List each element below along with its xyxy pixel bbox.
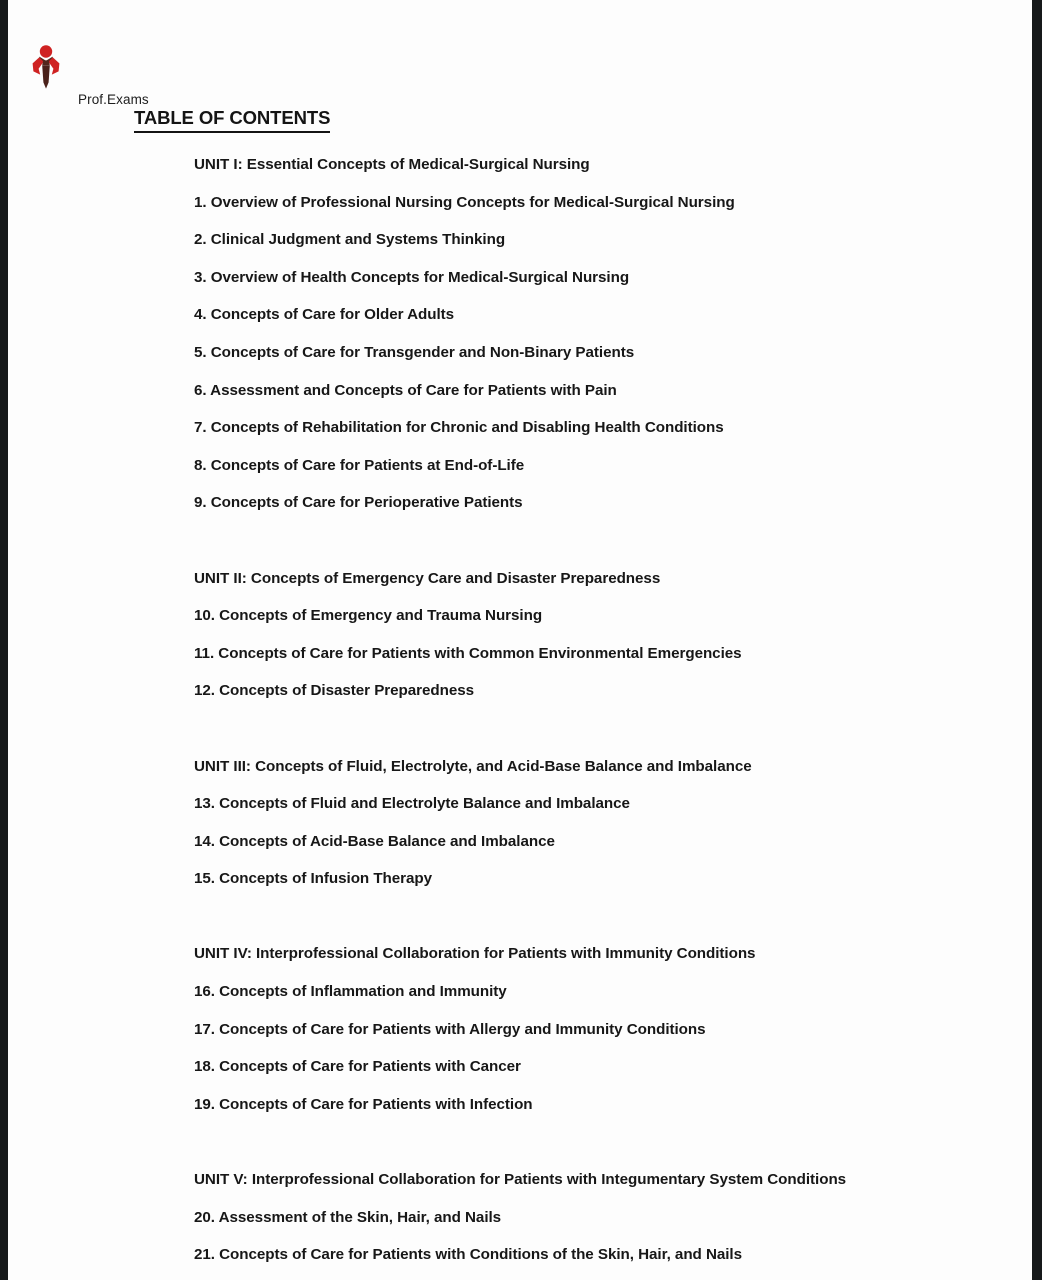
toc-entry-list xyxy=(134,146,874,1274)
table-of-contents xyxy=(134,106,874,1274)
toc-chapter-item: 7. Concepts of Rehabilitation for Chronic and Disabling Health Conditions xyxy=(194,419,724,437)
toc-chapter-item: 16. Concepts of Inflammation and Immunity xyxy=(194,983,507,1001)
toc-chapter-item: 4. Concepts of Care for Older Adults xyxy=(194,306,455,324)
toc-chapter-item: 6. Assessment and Concepts of Care for Patients with Pain xyxy=(194,381,617,399)
toc-chapter-item: 9. Concepts of Care for Perioperative Patients xyxy=(194,494,523,512)
toc-chapter-item: 18. Concepts of Care for Patients with Cancer xyxy=(194,1058,521,1076)
toc-unit-heading: UNIT IV: Interprofessional Collaboration for Patients with Immunity Conditions xyxy=(194,945,756,963)
toc-chapter-item: 13. Concepts of Fluid and Electrolyte Balance and Imbalance xyxy=(194,795,630,813)
toc-chapter-item: 3. Overview of Health Concepts for Medical-Surgical Nursing xyxy=(194,268,630,286)
toc-unit-heading: UNIT II: Concepts of Emergency Care and Disaster Preparedness xyxy=(194,569,661,587)
toc-chapter-item: 17. Concepts of Care for Patients with Allergy and Immunity Conditions xyxy=(194,1020,706,1038)
page-title: TABLE OF CONTENTS xyxy=(134,106,330,133)
toc-unit-heading: UNIT I: Essential Concepts of Medical-Surgical Nursing xyxy=(194,156,590,173)
toc-unit-heading: UNIT III: Concepts of Fluid, Electrolyte, and Acid-Base Balance and Imbalance xyxy=(194,757,752,775)
toc-chapter-item: 12. Concepts of Disaster Preparedness xyxy=(194,682,475,700)
page-surface xyxy=(8,0,1032,1280)
toc-chapter-item: 5. Concepts of Care for Transgender and Non-Binary Patients xyxy=(194,343,635,361)
brand-name: Prof.Exams xyxy=(78,92,149,107)
toc-chapter-item: 21. Concepts of Care for Patients with Conditions of the Skin, Hair, and Nails xyxy=(194,1246,742,1264)
toc-chapter-item: 19. Concepts of Care for Patients with Infection xyxy=(194,1095,533,1113)
toc-chapter-item: 11. Concepts of Care for Patients with Common Environmental Emergencies xyxy=(194,644,742,662)
toc-chapter-item: 2. Clinical Judgment and Systems Thinking xyxy=(194,231,506,249)
toc-chapter-item: 14. Concepts of Acid-Base Balance and Imbalance xyxy=(194,832,555,850)
toc-chapter-item: 1. Overview of Professional Nursing Concepts for Medical-Surgical Nursing xyxy=(194,193,735,211)
letterhead xyxy=(28,44,328,114)
page-left-edge-band xyxy=(0,0,8,1280)
professional-suit-tie-logo-icon xyxy=(28,44,64,94)
page-right-edge-band xyxy=(1032,0,1042,1280)
toc-unit-heading: UNIT V: Interprofessional Collaboration for Patients with Integumentary System Conditions xyxy=(194,1171,847,1189)
toc-chapter-item: 15. Concepts of Infusion Therapy xyxy=(194,870,433,888)
toc-chapter-item: 8. Concepts of Care for Patients at End-of-Life xyxy=(194,456,525,474)
toc-chapter-item: 20. Assessment of the Skin, Hair, and Nails xyxy=(194,1208,502,1226)
toc-chapter-item: 10. Concepts of Emergency and Trauma Nursing xyxy=(194,607,543,625)
